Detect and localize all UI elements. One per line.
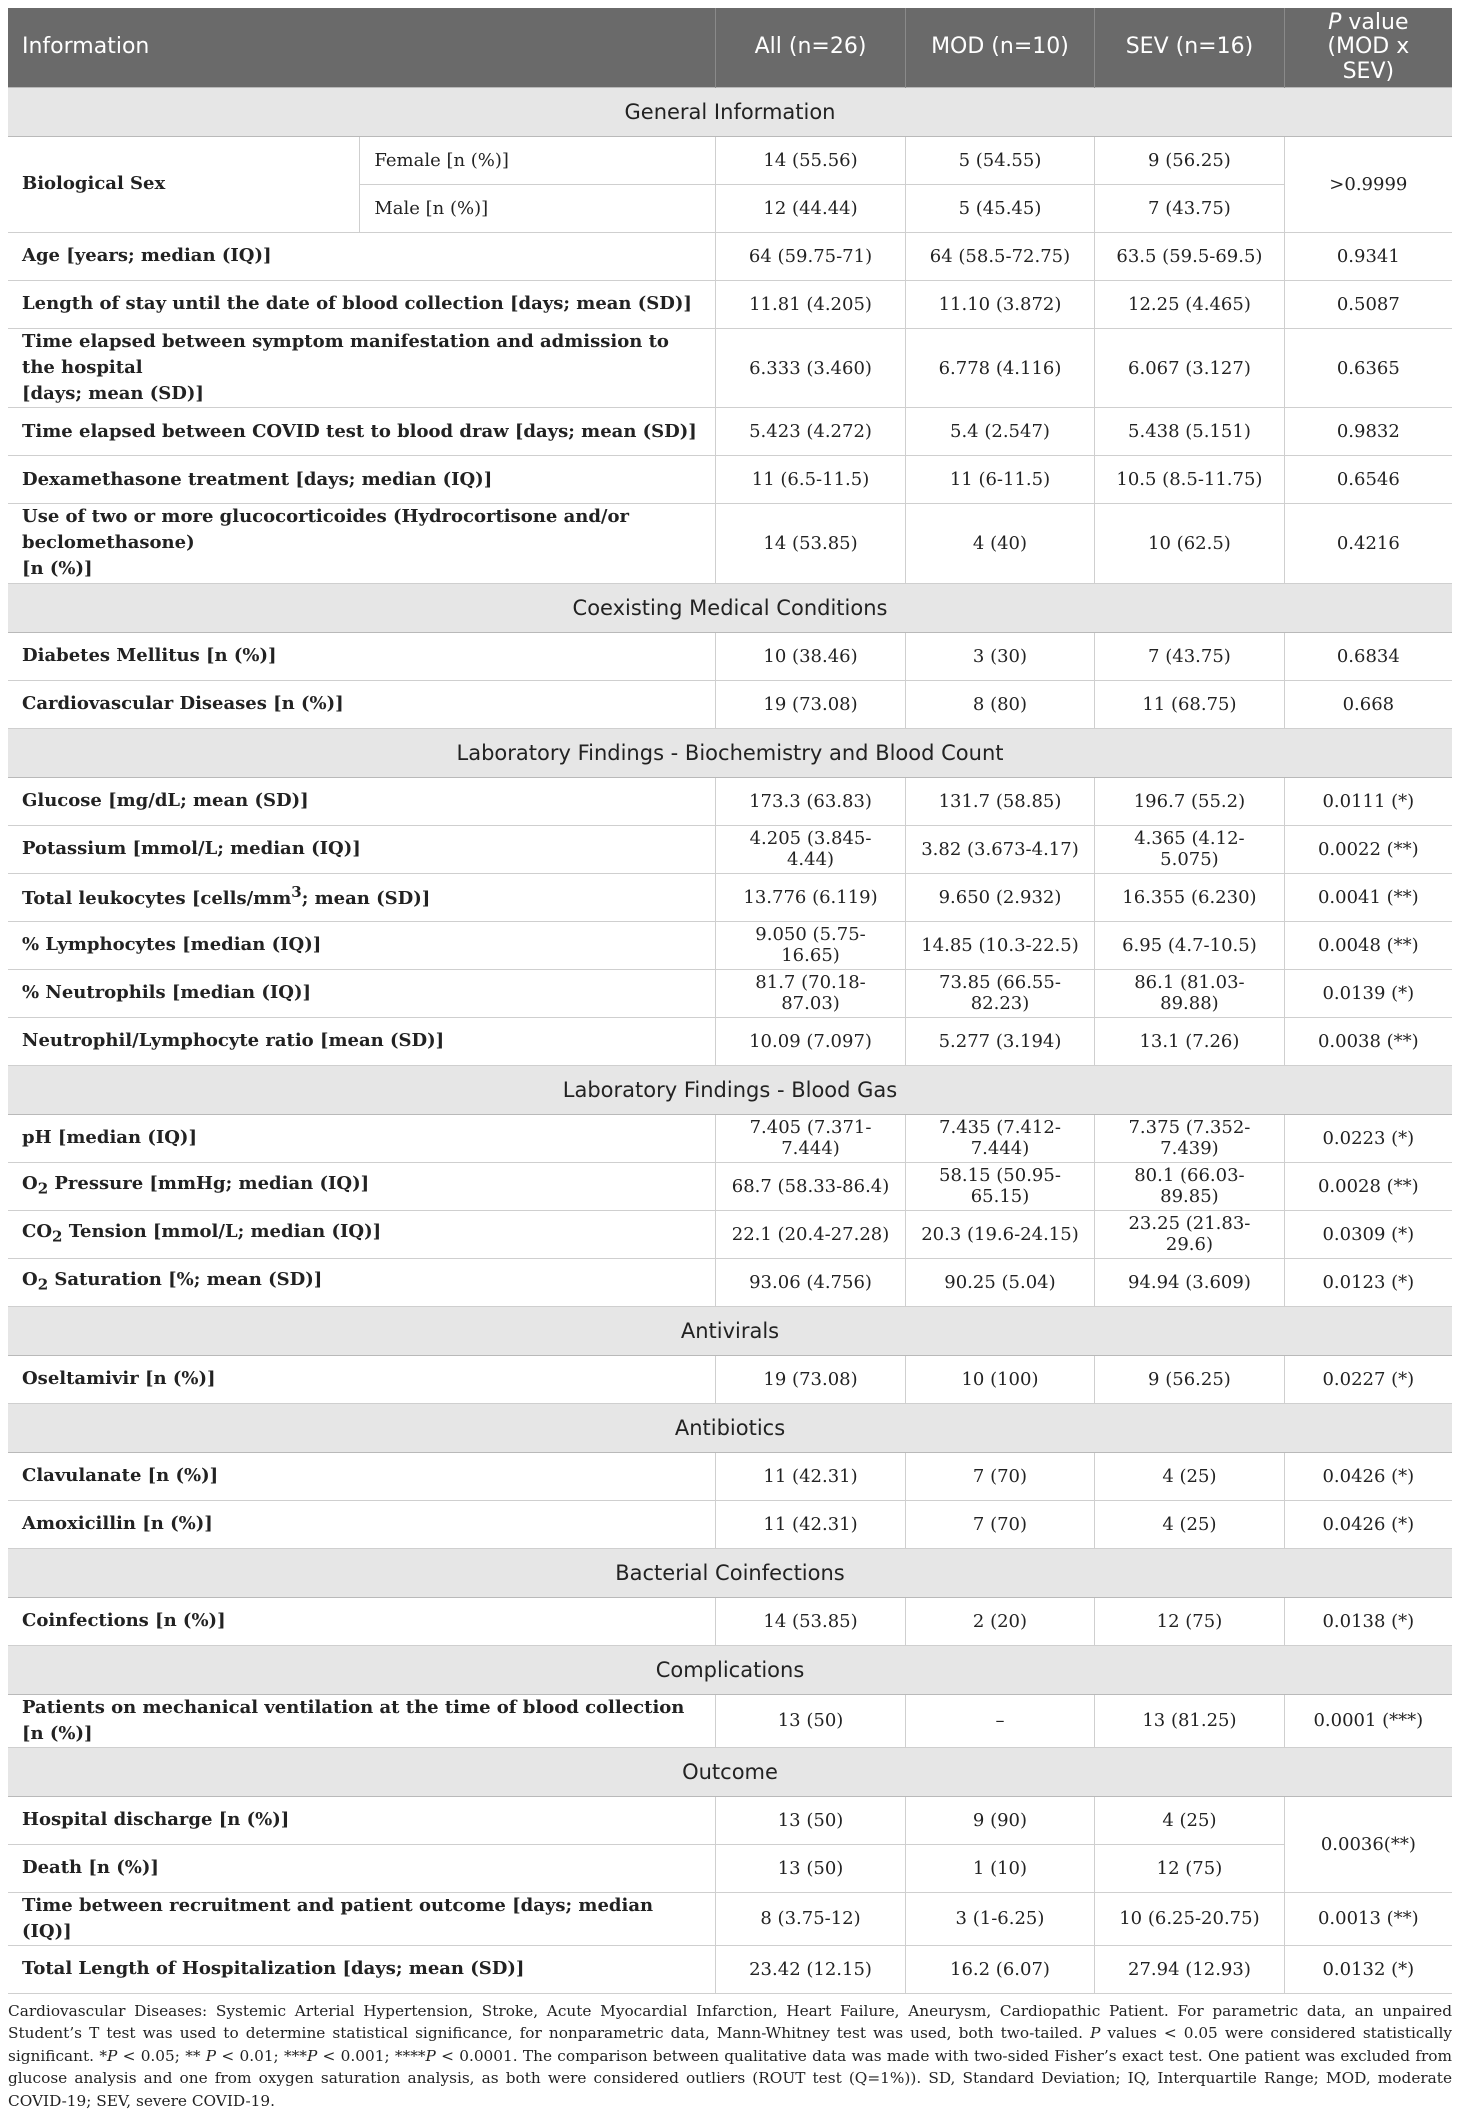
row-label <box>8 873 716 921</box>
footnote-text: < 0.001; **** <box>317 2046 426 2065</box>
cell-sev: 4 (25) <box>1095 1796 1284 1844</box>
row-label-line2: [days; mean (SD)] <box>22 383 204 405</box>
cell-mod: 16.2 (6.07) <box>905 1945 1094 1993</box>
footnote-text: < 0.0001. The comparison between qualitative data was made with two-sided Fisher’s exact test. One patient was excluded from glucose analysis and one from oxygen saturation analysis, as both were considered outliers (ROUT test (Q=1%)). SD, Standard Deviation; IQ, Interquartile Range; MOD, moderate COVID-19; SEV, severe COVID-19. <box>8 2046 1453 2110</box>
section-lab-blood-gas: Laboratory Findings - Blood Gas <box>8 1065 1452 1114</box>
section-row <box>8 728 1452 777</box>
cell-sev: 80.1 (66.03-89.85) <box>1095 1162 1284 1210</box>
cell-all: 93.06 (4.756) <box>716 1258 905 1306</box>
cell-all: 7.405 (7.371-7.444) <box>716 1114 905 1162</box>
row-label-sup: 3 <box>291 883 302 902</box>
section-row <box>8 1645 1452 1694</box>
cell-mod: 9.650 (2.932) <box>905 873 1094 921</box>
table-row <box>8 1694 1452 1747</box>
cell-all: 11 (6.5-11.5) <box>716 456 905 504</box>
cell-mod: 4 (40) <box>905 504 1094 583</box>
table-row <box>8 1844 1452 1892</box>
cell-p: 0.4216 <box>1284 504 1452 583</box>
cell-sev: 10.5 (8.5-11.75) <box>1095 456 1284 504</box>
table-row <box>8 281 1452 329</box>
cell-p: 0.9832 <box>1284 408 1452 456</box>
cell-all: 9.050 (5.75-16.65) <box>716 921 905 969</box>
row-label: Age [years; median (IQ)] <box>8 233 716 281</box>
cell-all: 13 (50) <box>716 1694 905 1747</box>
section-row <box>8 1065 1452 1114</box>
header-mod: MOD (n=10) <box>905 8 1094 88</box>
row-label: pH [median (IQ)] <box>8 1114 716 1162</box>
header-information: Information <box>8 8 716 88</box>
clinical-characteristics-table-wrapper <box>8 8 1452 1994</box>
cell-sev: 6.067 (3.127) <box>1095 329 1284 408</box>
footnote-p-italic: P <box>106 2046 118 2065</box>
cell-p: 0.0041 (**) <box>1284 873 1452 921</box>
row-label: Length of stay until the date of blood collection [days; mean (SD)] <box>8 281 716 329</box>
cell-sev: 7 (43.75) <box>1095 185 1284 233</box>
cell-mod: – <box>905 1694 1094 1747</box>
cell-mod: 64 (58.5-72.75) <box>905 233 1094 281</box>
cell-mod: 5 (54.55) <box>905 137 1094 185</box>
row-label: Patients on mechanical ventilation at the time of blood collection [n (%)] <box>8 1694 716 1747</box>
clinical-characteristics-table <box>8 8 1452 1994</box>
section-row <box>8 1548 1452 1597</box>
table-row <box>8 1597 1452 1645</box>
footnote-p-italic: P <box>1090 2024 1101 2043</box>
cell-mod: 7 (70) <box>905 1452 1094 1500</box>
row-label-part: O <box>22 1173 38 1195</box>
cell-mod: 5.277 (3.194) <box>905 1017 1094 1065</box>
cell-mod: 7.435 (7.412-7.444) <box>905 1114 1094 1162</box>
row-label <box>8 329 716 408</box>
cell-sev: 7.375 (7.352-7.439) <box>1095 1114 1284 1162</box>
cell-all: 11 (42.31) <box>716 1452 905 1500</box>
section-lab-biochemistry: Laboratory Findings - Biochemistry and Blood Count <box>8 728 1452 777</box>
cell-sev: 27.94 (12.93) <box>1095 1945 1284 1993</box>
cell-all: 14 (53.85) <box>716 1597 905 1645</box>
cell-sev: 10 (62.5) <box>1095 504 1284 583</box>
table-row <box>8 137 1452 185</box>
header-p-rest: value <box>1341 10 1409 36</box>
table-row <box>8 329 1452 408</box>
cell-all: 5.423 (4.272) <box>716 408 905 456</box>
row-label-part: CO <box>22 1221 53 1243</box>
cell-p: 0.0426 (*) <box>1284 1500 1452 1548</box>
row-label: Coinfections [n (%)] <box>8 1597 716 1645</box>
row-label: Time elapsed between COVID test to blood draw [days; mean (SD)] <box>8 408 716 456</box>
table-row <box>8 1114 1452 1162</box>
section-row <box>8 88 1452 137</box>
cell-all: 11.81 (4.205) <box>716 281 905 329</box>
row-label-line1: Time elapsed between symptom manifestation and admission to the hospital <box>22 331 669 379</box>
cell-mod: 9 (90) <box>905 1796 1094 1844</box>
cell-all: 8 (3.75-12) <box>716 1892 905 1945</box>
cell-p: 0.0001 (***) <box>1284 1694 1452 1747</box>
row-label: Oseltamivir [n (%)] <box>8 1355 716 1403</box>
header-sev: SEV (n=16) <box>1095 8 1284 88</box>
cell-sev: 86.1 (81.03-89.88) <box>1095 969 1284 1017</box>
table-row <box>8 504 1452 583</box>
row-label <box>8 1258 716 1306</box>
cell-all: 22.1 (20.4-27.28) <box>716 1210 905 1258</box>
row-label: Potassium [mmol/L; median (IQ)] <box>8 825 716 873</box>
row-label-line2: [n (%)] <box>22 558 93 580</box>
cell-p: 0.0223 (*) <box>1284 1114 1452 1162</box>
row-label: Diabetes Mellitus [n (%)] <box>8 632 716 680</box>
row-label: Clavulanate [n (%)] <box>8 1452 716 1500</box>
section-bacterial-coinfections: Bacterial Coinfections <box>8 1548 1452 1597</box>
cell-all: 10 (38.46) <box>716 632 905 680</box>
row-label: Cardiovascular Diseases [n (%)] <box>8 680 716 728</box>
row-label: Amoxicillin [n (%)] <box>8 1500 716 1548</box>
cell-mod: 20.3 (19.6-24.15) <box>905 1210 1094 1258</box>
table-row <box>8 1892 1452 1945</box>
cell-mod: 5.4 (2.547) <box>905 408 1094 456</box>
table-row <box>8 233 1452 281</box>
cell-p: 0.668 <box>1284 680 1452 728</box>
cell-sev: 16.355 (6.230) <box>1095 873 1284 921</box>
row-label-part: ; mean (SD)] <box>301 888 431 910</box>
cell-sev: 63.5 (59.5-69.5) <box>1095 233 1284 281</box>
cell-p: 0.0048 (**) <box>1284 921 1452 969</box>
table-row <box>8 632 1452 680</box>
cell-mod: 90.25 (5.04) <box>905 1258 1094 1306</box>
row-label: Total Length of Hospitalization [days; mean (SD)] <box>8 1945 716 1993</box>
cell-p: 0.0028 (**) <box>1284 1162 1452 1210</box>
cell-p: 0.0036(**) <box>1284 1796 1452 1892</box>
cell-mod: 14.85 (10.3-22.5) <box>905 921 1094 969</box>
row-label <box>8 1162 716 1210</box>
cell-p: 0.0111 (*) <box>1284 777 1452 825</box>
cell-mod: 2 (20) <box>905 1597 1094 1645</box>
cell-mod: 11.10 (3.872) <box>905 281 1094 329</box>
footnote-p-italic: P <box>205 2046 217 2065</box>
row-label: Death [n (%)] <box>8 1844 716 1892</box>
cell-p: 0.9341 <box>1284 233 1452 281</box>
row-label <box>8 1210 716 1258</box>
cell-mod: 7 (70) <box>905 1500 1094 1548</box>
section-outcome: Outcome <box>8 1747 1452 1796</box>
cell-sev: 23.25 (21.83-29.6) <box>1095 1210 1284 1258</box>
footnote-p-italic: P <box>425 2046 436 2065</box>
footnote-text: values < 0.05 were considered statistically significant. * <box>8 2024 1452 2065</box>
table-row <box>8 1796 1452 1844</box>
header-p-value <box>1284 8 1452 88</box>
cell-sev: 4 (25) <box>1095 1500 1284 1548</box>
cell-sev: 13.1 (7.26) <box>1095 1017 1284 1065</box>
row-label-sub: 2 <box>52 1227 63 1246</box>
cell-mod: 3.82 (3.673-4.17) <box>905 825 1094 873</box>
cell-p: 0.0139 (*) <box>1284 969 1452 1017</box>
row-label: % Lymphocytes [median (IQ)] <box>8 921 716 969</box>
section-complications: Complications <box>8 1645 1452 1694</box>
row-label: Time between recruitment and patient outcome [days; median (IQ)] <box>8 1892 716 1945</box>
row-label: Neutrophil/Lymphocyte ratio [mean (SD)] <box>8 1017 716 1065</box>
table-row <box>8 1500 1452 1548</box>
cell-p: 0.6546 <box>1284 456 1452 504</box>
cell-all: 10.09 (7.097) <box>716 1017 905 1065</box>
cell-all: 81.7 (70.18-87.03) <box>716 969 905 1017</box>
cell-mod: 3 (30) <box>905 632 1094 680</box>
cell-all: 68.7 (58.33-86.4) <box>716 1162 905 1210</box>
cell-mod: 3 (1-6.25) <box>905 1892 1094 1945</box>
cell-p: 0.0132 (*) <box>1284 1945 1452 1993</box>
cell-mod: 8 (80) <box>905 680 1094 728</box>
cell-sev: 11 (68.75) <box>1095 680 1284 728</box>
cell-mod: 11 (6-11.5) <box>905 456 1094 504</box>
table-row <box>8 1258 1452 1306</box>
cell-sev: 13 (81.25) <box>1095 1694 1284 1747</box>
table-row <box>8 1162 1452 1210</box>
cell-p: 0.0138 (*) <box>1284 1597 1452 1645</box>
cell-p: 0.6365 <box>1284 329 1452 408</box>
cell-sev: 5.438 (5.151) <box>1095 408 1284 456</box>
cell-p: >0.9999 <box>1284 137 1452 233</box>
cell-p: 0.0309 (*) <box>1284 1210 1452 1258</box>
section-antibiotics: Antibiotics <box>8 1403 1452 1452</box>
cell-sev: 6.95 (4.7-10.5) <box>1095 921 1284 969</box>
section-coexisting: Coexisting Medical Conditions <box>8 583 1452 632</box>
cell-p: 0.0123 (*) <box>1284 1258 1452 1306</box>
cell-sev: 12 (75) <box>1095 1844 1284 1892</box>
section-antivirals: Antivirals <box>8 1306 1452 1355</box>
row-label-part: Pressure [mmHg; median (IQ)] <box>48 1173 370 1195</box>
cell-all: 173.3 (63.83) <box>716 777 905 825</box>
row-label-part: Tension [mmol/L; median (IQ)] <box>62 1221 382 1243</box>
cell-p: 0.5087 <box>1284 281 1452 329</box>
row-label <box>8 504 716 583</box>
cell-mod: 131.7 (58.85) <box>905 777 1094 825</box>
table-row <box>8 408 1452 456</box>
table-row <box>8 921 1452 969</box>
cell-p: 0.6834 <box>1284 632 1452 680</box>
table-row <box>8 1452 1452 1500</box>
cell-all: 6.333 (3.460) <box>716 329 905 408</box>
cell-sev: 4.365 (4.12-5.075) <box>1095 825 1284 873</box>
row-label: Glucose [mg/dL; mean (SD)] <box>8 777 716 825</box>
table-row <box>8 825 1452 873</box>
cell-p: 0.0022 (**) <box>1284 825 1452 873</box>
footnote-p-italic: P <box>306 2046 318 2065</box>
cell-p: 0.0038 (**) <box>1284 1017 1452 1065</box>
cell-all: 23.42 (12.15) <box>716 1945 905 1993</box>
row-label-sub: 2 <box>37 1179 49 1198</box>
cell-mod: 1 (10) <box>905 1844 1094 1892</box>
table-row <box>8 1945 1452 1993</box>
row-label: Biological Sex <box>8 137 360 233</box>
cell-sev: 9 (56.25) <box>1095 137 1284 185</box>
section-row <box>8 1747 1452 1796</box>
row-label-part: O <box>22 1269 38 1291</box>
table-footnote <box>8 2000 1452 2112</box>
table-row <box>8 1017 1452 1065</box>
footnote-text: < 0.01; *** <box>216 2046 307 2065</box>
section-row <box>8 583 1452 632</box>
cell-sev: 94.94 (3.609) <box>1095 1258 1284 1306</box>
cell-sev: 12.25 (4.465) <box>1095 281 1284 329</box>
cell-mod: 6.778 (4.116) <box>905 329 1094 408</box>
cell-sev: 9 (56.25) <box>1095 1355 1284 1403</box>
header-p-line2: (MOD x SEV) <box>1327 34 1410 84</box>
header-p-italic: P <box>1328 10 1342 36</box>
cell-all: 12 (44.44) <box>716 185 905 233</box>
table-row <box>8 456 1452 504</box>
cell-mod: 5 (45.45) <box>905 185 1094 233</box>
cell-all: 13 (50) <box>716 1844 905 1892</box>
cell-all: 11 (42.31) <box>716 1500 905 1548</box>
cell-all: 19 (73.08) <box>716 1355 905 1403</box>
row-sublabel: Female [n (%)] <box>360 137 716 185</box>
cell-sev: 196.7 (55.2) <box>1095 777 1284 825</box>
header-all: All (n=26) <box>716 8 905 88</box>
table-row <box>8 873 1452 921</box>
row-label-part: Total leukocytes [cells/mm <box>22 888 292 910</box>
row-label-part: Saturation [%; mean (SD)] <box>48 1269 323 1291</box>
row-label-sub: 2 <box>37 1275 49 1294</box>
row-sublabel: Male [n (%)] <box>360 185 716 233</box>
cell-mod: 10 (100) <box>905 1355 1094 1403</box>
cell-p: 0.0426 (*) <box>1284 1452 1452 1500</box>
row-label: Dexamethasone treatment [days; median (IQ)] <box>8 456 716 504</box>
footnote-text: Cardiovascular Diseases: Systemic Arterial Hypertension, Stroke, Acute Myocardial Infarction, Heart Failure, Aneurysm, Cardiopathic Patient. For parametric data, an unpaired Student’s T test was used to determine statistical significance, for nonparametric data, Mann-Whitney test was used, both two-tailed. <box>8 2002 1452 2043</box>
header-row <box>8 8 1452 88</box>
cell-all: 13 (50) <box>716 1796 905 1844</box>
cell-sev: 7 (43.75) <box>1095 632 1284 680</box>
cell-all: 64 (59.75-71) <box>716 233 905 281</box>
cell-sev: 4 (25) <box>1095 1452 1284 1500</box>
table-row <box>8 1210 1452 1258</box>
footnote-text: < 0.05; ** <box>117 2046 206 2065</box>
cell-all: 14 (55.56) <box>716 137 905 185</box>
cell-sev: 10 (6.25-20.75) <box>1095 1892 1284 1945</box>
cell-all: 14 (53.85) <box>716 504 905 583</box>
table-row <box>8 969 1452 1017</box>
cell-p: 0.0013 (**) <box>1284 1892 1452 1945</box>
table-row <box>8 680 1452 728</box>
cell-p: 0.0227 (*) <box>1284 1355 1452 1403</box>
row-label: % Neutrophils [median (IQ)] <box>8 969 716 1017</box>
cell-mod: 58.15 (50.95-65.15) <box>905 1162 1094 1210</box>
table-row <box>8 777 1452 825</box>
table-row <box>8 1355 1452 1403</box>
cell-sev: 12 (75) <box>1095 1597 1284 1645</box>
section-row <box>8 1306 1452 1355</box>
row-label-line1: Use of two or more glucocorticoides (Hydrocortisone and/or beclomethasone) <box>22 506 629 554</box>
cell-all: 4.205 (3.845-4.44) <box>716 825 905 873</box>
cell-mod: 73.85 (66.55-82.23) <box>905 969 1094 1017</box>
cell-all: 19 (73.08) <box>716 680 905 728</box>
section-row <box>8 1403 1452 1452</box>
row-label: Hospital discharge [n (%)] <box>8 1796 716 1844</box>
cell-all: 13.776 (6.119) <box>716 873 905 921</box>
section-general: General Information <box>8 88 1452 137</box>
